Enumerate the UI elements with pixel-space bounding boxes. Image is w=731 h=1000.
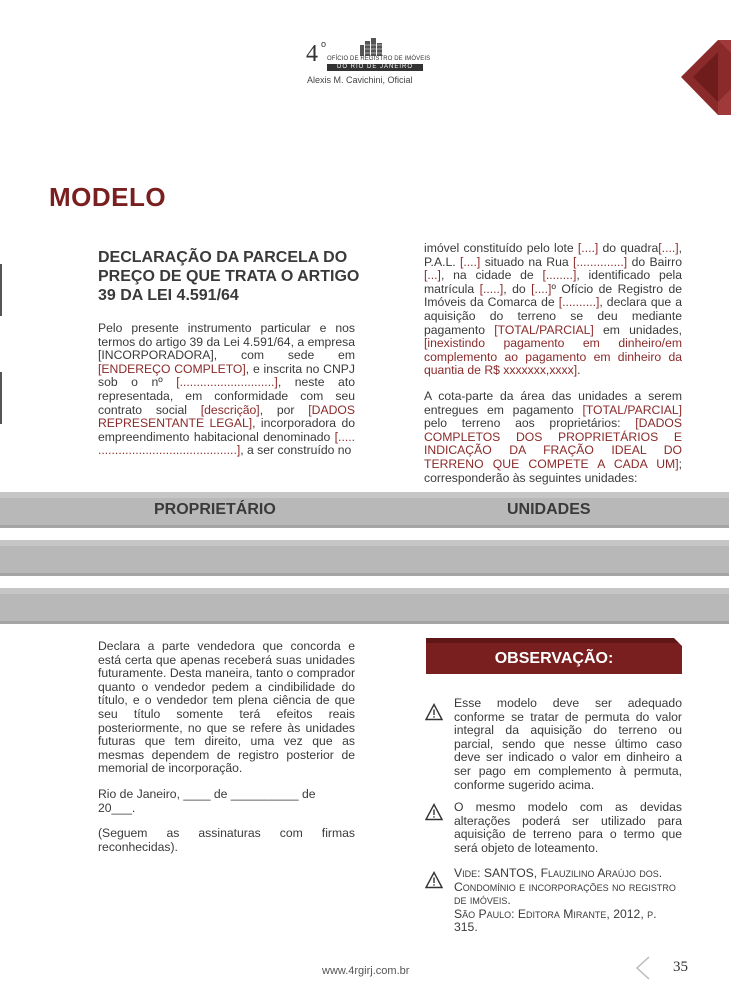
- table-row: [0, 588, 729, 624]
- signatures-note: (Seguem as assinaturas com firmas reconhecidas).: [98, 826, 355, 854]
- left-column: [98, 322, 355, 470]
- table-header-row: [0, 492, 729, 528]
- building-icon: [358, 38, 384, 56]
- observation-note-1: Esse modelo deve ser adequado conforme se tratar de permuta do valor integral da aquisição do terreno ou parcial, sendo que nesse último caso deve ser indicado o valor em dinheiro a ser pago em complemento à permuta, conforme sugerido acima.: [454, 696, 682, 792]
- observation-header: [426, 638, 682, 674]
- page-number: 35: [673, 959, 688, 975]
- margin-rule: [0, 372, 2, 424]
- closing-paragraph: Declara a parte vendedora que concorda e está certa que apenas receberá suas unidades futuramente. Desta maneira, tanto o comprador quanto o vendedor pedem a cindibilidade do título, e o vendedor tem plena ciência de que seu título somente terá efeitos reais posteriormente, no que se refere às unidades futuras que tem direito, uma vez que as mesmas dependem de registro posterior de memorial de incorporação.: [98, 639, 355, 776]
- observation-title: OBSERVAÇÃO:: [494, 650, 614, 667]
- reference-citation: Vide: SANTOS, Flauzilino Araújo dos. Condomínio e incorporações no registro de imóveis.: [454, 866, 676, 908]
- warning-icon: [425, 803, 443, 821]
- property-paragraph: imóvel constituído pelo lote [....] do quadra[....], P.A.L. [....] situado na Rua [..............] do Bairro [...], na cidade de [........], identificado pela matrícula [.....], do [....]º Ofício de Registro de Imóveis da Comarca de [..........], declara que a aquisição do terreno se deu mediante pagamento [TOTAL/PARCIAL] em unidades, [inexistindo pagamento em dinheiro/em complemento ao pagamento em dinheiro da quantia de R$ xxxxxxx,xxxx].: [424, 241, 683, 378]
- declaration-title: DECLARAÇÃO DA PARCELA DO PREÇO DE QUE TRATA O ARTIGO 39 DA LEI 4.591/64: [98, 249, 360, 304]
- registry-logo: [306, 38, 431, 88]
- observation-note-3: [454, 867, 682, 935]
- declaration-paragraph: Pelo presente instrumento particular e nos termos do artigo 39 da Lei 4.591/64, a empresa [INCORPORADORA], com sede em [ENDEREÇO COMPLETO], e inscrita no CNPJ sob o nº [............................], neste ato representada, em conformidade com seu contrato social [descrição], por [DADOS REPRESENTANTE LEGAL], incorporadora do empreendimento habitacional denominado [..... .........................................], a ser construído no: [98, 321, 356, 458]
- table-row: [0, 540, 729, 576]
- warning-icon: [425, 871, 443, 889]
- footer-url[interactable]: www.4rgirj.com.br: [322, 965, 410, 977]
- right-column: [424, 242, 682, 497]
- official-name: Alexis M. Cavichini, Oficial: [307, 75, 413, 85]
- section-title: MODELO: [49, 182, 167, 212]
- logo-number: 4: [306, 41, 318, 67]
- warning-icon: [425, 703, 443, 721]
- corner-ornament: [681, 40, 731, 115]
- observation-note-2: O mesmo modelo com as devidas alterações poderá ser utilizado para aquisição de terreno para o termo que será objeto de loteamento.: [454, 800, 682, 855]
- reference-publisher: São Paulo: Editora Mirante, 2012, p. 315.: [454, 906, 657, 935]
- logo-ordinal: o: [321, 39, 327, 49]
- logo-line-2: DO RIO DE JANEIRO: [327, 64, 423, 71]
- chevron-left-icon[interactable]: [634, 955, 652, 981]
- column-header-units: UNIDADES: [507, 501, 591, 518]
- margin-rule: [0, 264, 2, 316]
- column-header-owner: PROPRIETÁRIO: [154, 501, 276, 518]
- date-line: Rio de Janeiro, ____ de __________ de 20___.: [98, 786, 316, 815]
- units-paragraph: A cota-parte da área das unidades a serem entregues em pagamento [TOTAL/PARCIAL] pelo terreno aos proprietários: [DADOS COMPLETOS DOS PROPRIETÁRIOS E INDICAÇÃO DA FRAÇÃO IDEAL DO TERRENO QUE COMPETE A CADA UM]; corresponderão às seguintes unidades:: [424, 388, 682, 485]
- closing-column: [98, 640, 355, 866]
- logo-line-1: OFÍCIO DE REGISTRO DE IMÓVEIS: [327, 56, 431, 62]
